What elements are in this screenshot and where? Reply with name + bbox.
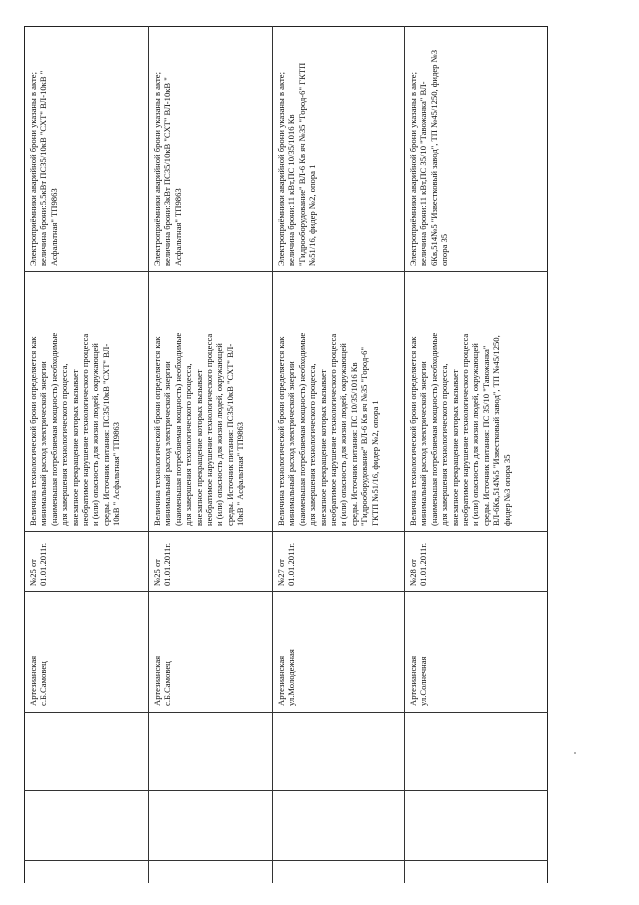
location-cell: Артезианская с.Б.Самовец	[28, 655, 49, 706]
act-cell: №28 от 01.01.2011г.	[408, 542, 429, 586]
location-cell: Артезианская ул.Солнечная	[408, 655, 429, 706]
column-divider	[24, 860, 548, 861]
act-cell: №25 от 01.01.2011г.	[28, 542, 49, 586]
emergency-cell: Электроприёмники аварийной брони указаны в акте; величина брони:5.5кВт ПС35/10кВ "СХТ" ВЛ-10кВ " Асфальтная" ТП9863	[28, 70, 59, 266]
row-divider	[148, 26, 149, 883]
description-cell: Величина технологической брони определяется как минимальный расход электрической энергии (наименьшая потребляемая мощность) необходимые для завершения технологического процесса, внезапное прекращение которых вызывает необратимое нарушение технологического процесса и (или) опасность для жизни людей, окружающей среды. Источник питания: ПС 35/10 "Тавожанка" ВЛ-6Кв,514№5 "Известковый завод", ТП №45/1250, фидер №3 опора 35	[408, 332, 512, 526]
row-divider	[404, 26, 405, 883]
description-cell: Величина технологической брони определяется как минимальный расход электрической энергии (наименьшая потребляемая мощность) необходимые для завершения технологического процесса, внезапное прекращение которых вызывает необратимое нарушение технологического процесса и (или) опасность для жизни людей, окружающей среды. Источник питания: ПС 10/35/1016 Кв "Гидрооборудование" ВЛ-6 Кв яч №35 "Город-6" ГКТП №51/16, фидер №2, опора 1	[276, 332, 380, 526]
scan-artifact	[574, 752, 576, 754]
column-divider	[24, 712, 548, 713]
row-divider	[272, 26, 273, 883]
location-cell: Артезианская с.Б.Самовец	[152, 655, 173, 706]
location-cell: Артезианская ул.Молодежная	[276, 649, 297, 706]
description-cell: Величина технологической брони определяется как минимальный расход электрической энергии (наименьшая потребляемая мощность) необходимые для завершения технологического процесса, внезапное прекращение которых вызывает необратимое нарушение технологического процесса и (или) опасность для жизни людей, окружающей среды. Источник питания: ПС35/10кВ "СХТ" ВЛ- 10кВ " Асфальтная" ТП9863	[152, 332, 246, 526]
emergency-cell: Электроприёмники аварийной брони указаны в акте; величина брони:11 кВт,ПС 35/10 "Тавожанка" ВЛ- 6Кв,514№5 "Известковый завод", ТП №45/1250, фидер №3 опора 35	[408, 49, 450, 266]
column-divider	[24, 790, 548, 791]
description-cell: Величина технологической брони определяется как минимальный расход электрической энергии (наименьшая потребляемая мощность) необходимые для завершения технологического процесса, внезапное прекращение которых вызывает необратимое нарушение технологического процесса и (или) опасность для жизни людей, окружающей среды. Источник питания: ПС35/10кВ "СХТ" ВЛ- 10кВ " Асфальтная" ТП9863	[28, 332, 122, 526]
act-cell: №25 от 01.01.2011г.	[152, 542, 173, 586]
act-cell: №27 от 01.01.2011г.	[276, 542, 297, 586]
emergency-cell: Электроприёмники аварийной брони указаны в акте; величина брони:11 кВт,ПС 10/35/1016 Кв "Гидрооборудование" ВЛ-6 Кв яч №35 "Город-6" ГКТП №51/16, фидер №2, опора 1	[276, 62, 318, 266]
emergency-cell: Электроприёмники аварийной брони указаны в акте; величина брони:3кВт ПС35/10кВ "СХТ" ВЛ-10кВ " Асфальтная" ТП9863	[152, 72, 183, 266]
